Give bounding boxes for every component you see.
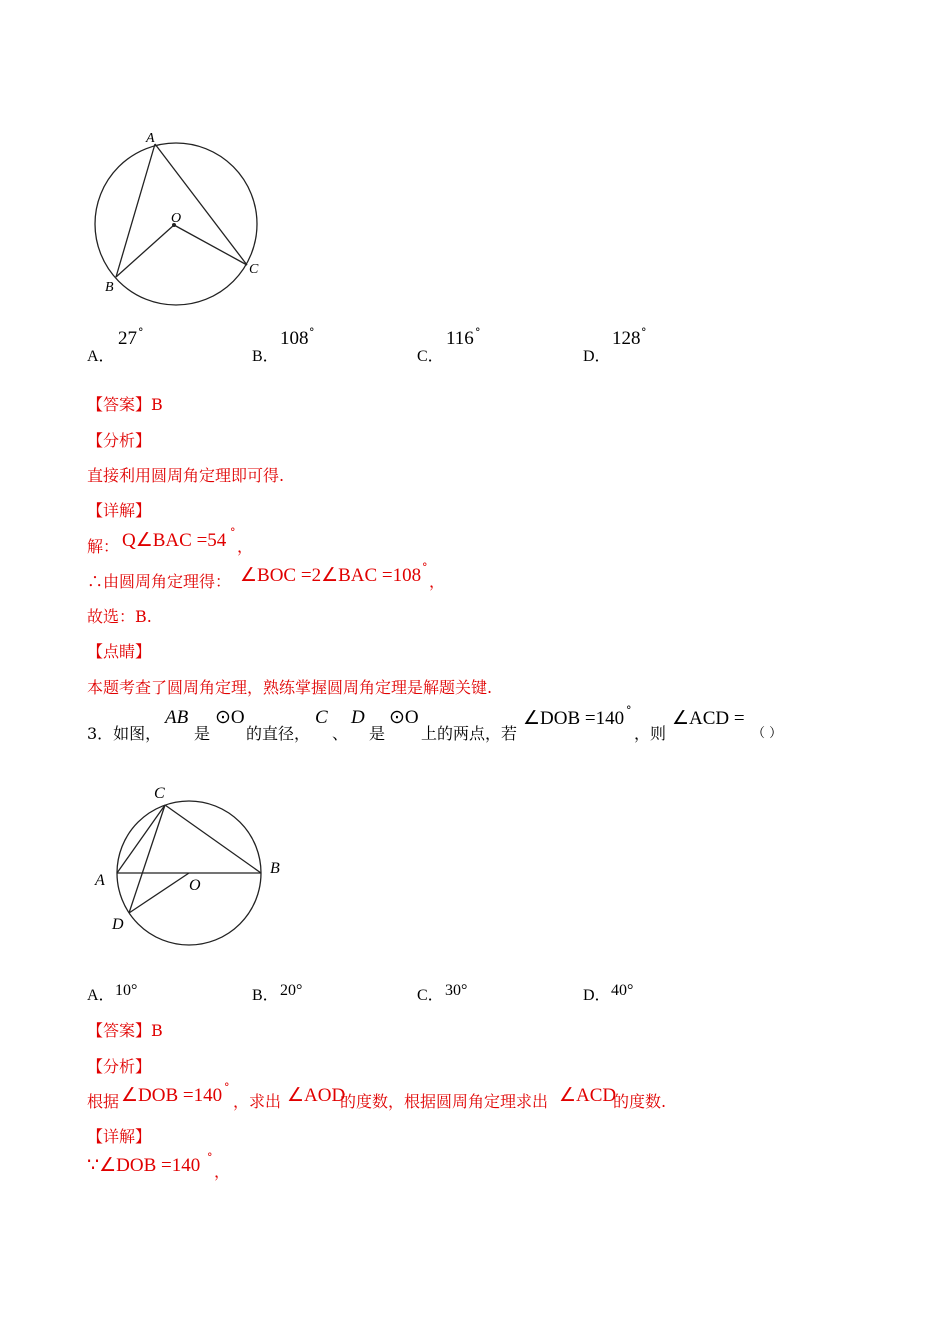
q3-label-a: A	[95, 872, 105, 889]
q3-math-angle: ∠DOB =140	[523, 708, 625, 729]
q3-line-cb	[165, 805, 261, 873]
degree-sign: °	[475, 326, 481, 339]
q2-option-value: 108	[280, 328, 309, 349]
degree-sign: °	[224, 1081, 230, 1094]
q3-analysis-math: ∠DOB =140	[121, 1085, 223, 1106]
q3-option-value: 30°	[445, 982, 468, 999]
q2-option-letter: A．	[87, 348, 115, 365]
q3-answer: 【答案】B	[87, 1021, 163, 1040]
q3-answer-blank: （ ）	[752, 726, 783, 741]
q3-figure	[85, 780, 295, 960]
q3-text: 、	[332, 724, 349, 743]
q3-math-ab: AB	[165, 707, 189, 728]
q3-analysis-text: 的度数.	[613, 1092, 667, 1111]
degree-sign: °	[641, 326, 647, 339]
degree-sign: °	[230, 526, 236, 539]
q3-analysis-math: ∠AOD	[287, 1085, 346, 1106]
q3-option-letter: C．	[417, 987, 444, 1004]
q2-option-letter: C．	[417, 348, 444, 365]
q2-option-value: 27	[118, 328, 137, 349]
q2-detail-line3: 故选：B.	[87, 607, 152, 626]
q3-analysis-text: 的度数，根据圆周角定理求出	[340, 1092, 549, 1111]
q3-detail-math: ∵∠DOB =140	[87, 1155, 201, 1176]
q2-detail-heading: 【详解】	[87, 501, 152, 520]
q2-detail-suffix: ，	[429, 572, 446, 591]
q3-label-o: O	[189, 877, 201, 894]
q2-analysis-text: 直接利用圆周角定理即可得.	[87, 466, 285, 485]
q2-detail-suffix: ，	[237, 537, 254, 556]
q2-label-o: O	[171, 211, 182, 226]
q2-option-letter: B．	[252, 348, 279, 365]
q2-line-ob	[116, 225, 174, 277]
q2-option-value: 116	[446, 328, 474, 349]
degree-sign: °	[138, 326, 144, 339]
q3-analysis-heading: 【分析】	[87, 1057, 152, 1076]
q3-label-c: C	[154, 785, 165, 802]
q2-detail-math: Q∠BAC =54	[122, 530, 227, 551]
degree-sign: °	[422, 561, 428, 574]
q3-line-cd	[129, 805, 165, 913]
q3-number: 3．如图，	[87, 724, 162, 743]
q2-label-a: A	[146, 131, 155, 146]
q3-math-target: ∠ACD =	[672, 708, 745, 729]
q3-option-letter: D．	[583, 987, 611, 1004]
q3-math-circle: ⊙O	[389, 707, 419, 728]
q2-line-oc	[174, 225, 247, 265]
q2-option-value: 128	[612, 328, 641, 349]
q3-line-od	[129, 873, 189, 913]
q3-option-value: 10°	[115, 982, 138, 999]
q2-comment-text: 本题考查了圆周角定理，熟练掌握圆周角定理是解题关键.	[87, 678, 493, 697]
q2-label-c: C	[249, 262, 259, 277]
q3-detail-heading: 【详解】	[87, 1127, 152, 1146]
q3-option-letter: B．	[252, 987, 279, 1004]
degree-sign: °	[207, 1151, 213, 1164]
q3-text: 上的两点，若	[421, 724, 518, 743]
q3-math-d: D	[351, 707, 365, 728]
q3-label-d: D	[112, 916, 124, 933]
q3-line-ca	[117, 805, 165, 873]
q3-analysis-text: 根据	[87, 1092, 120, 1111]
q2-detail-math: ∠BOC =2∠BAC =108	[240, 565, 422, 586]
q3-text: 是	[194, 724, 211, 743]
q3-math-circle: ⊙O	[215, 707, 245, 728]
q3-analysis-text: ，求出	[233, 1092, 282, 1111]
q2-option-letter: D．	[583, 348, 611, 365]
degree-sign: °	[626, 704, 632, 717]
q3-text: 是	[369, 724, 386, 743]
q2-detail-prefix: ∴由圆周角定理得：	[87, 572, 232, 591]
q3-analysis-math: ∠ACD	[559, 1085, 617, 1106]
q2-analysis-heading: 【分析】	[87, 431, 152, 450]
q3-text: ，则	[634, 724, 667, 743]
q3-math-c: C	[315, 707, 328, 728]
q2-line-ac	[155, 144, 247, 265]
q3-option-value: 20°	[280, 982, 303, 999]
q3-label-b: B	[270, 860, 280, 877]
q2-answer: 【答案】B	[87, 395, 163, 414]
q3-detail-suffix: ，	[214, 1162, 231, 1181]
degree-sign: °	[309, 326, 315, 339]
q3-option-value: 40°	[611, 982, 634, 999]
q2-detail-prefix: 解：	[87, 537, 120, 556]
q2-comment-heading: 【点睛】	[87, 642, 152, 661]
q3-text: 的直径，	[246, 724, 311, 743]
q3-option-letter: A．	[87, 987, 115, 1004]
q2-label-b: B	[105, 280, 114, 295]
q2-figure	[85, 125, 275, 315]
